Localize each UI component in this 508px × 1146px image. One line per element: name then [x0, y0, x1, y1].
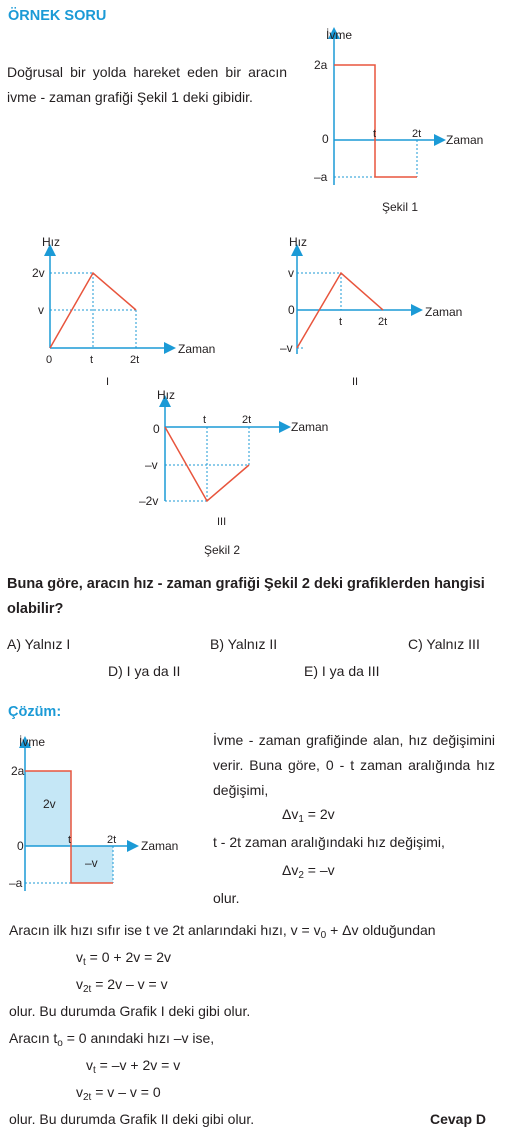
svg-text:İvme: İvme — [19, 735, 46, 749]
solution-line-c: Aracın $t_o = 0$ anındaki hızı –v ise, — [9, 1030, 215, 1049]
option-b[interactable]: B) Yalnız II — [210, 636, 278, 652]
solution-acceleration-graph — [5, 728, 205, 898]
solution-line-b: olur. Bu durumda Grafik I deki gibi olur. — [9, 1003, 251, 1019]
svg-text:–v: –v — [145, 458, 158, 472]
olur-text: olur. — [213, 890, 240, 906]
solution-heading: Çözüm: — [8, 704, 62, 720]
svg-text:t: t — [68, 834, 72, 846]
svg-text:–a: –a — [9, 876, 23, 890]
svg-text:Zaman: Zaman — [141, 839, 179, 853]
solution-text-1: İvme - zaman grafiğinde alan, hız değişimini verir. Buna göre, 0 - t zaman aralığında hız değişimi, — [213, 732, 495, 798]
solution-line-a: Aracın ilk hızı sıfır ise t ve 2t anlarındaki hızı, $v = v_0 + \Delta v$ olduğundan — [9, 922, 436, 941]
option-a[interactable]: A) Yalnız I — [7, 636, 71, 652]
equation-vt-2: $v_t = -v + 2v = v$ — [86, 1057, 181, 1076]
svg-text:Hız: Hız — [289, 235, 307, 249]
svg-text:2v: 2v — [32, 266, 45, 280]
svg-text:v: v — [288, 266, 294, 280]
svg-text:III: III — [217, 516, 227, 528]
answer-label: Cevap D — [430, 1111, 487, 1127]
figure-1-acceleration-graph — [300, 25, 500, 225]
figure-2-caption: Şekil 2 — [204, 543, 241, 557]
svg-text:t: t — [203, 414, 207, 426]
svg-text:–v: –v — [280, 341, 293, 355]
svg-text:2t: 2t — [107, 834, 117, 846]
example-heading: ÖRNEK SORU — [8, 8, 107, 24]
svg-text:İvme: İvme — [326, 28, 353, 42]
svg-text:Zaman: Zaman — [178, 342, 216, 356]
svg-text:2v: 2v — [43, 797, 56, 811]
svg-text:0: 0 — [288, 303, 295, 317]
option-d[interactable]: D) I ya da II — [108, 663, 181, 679]
option-e[interactable]: E) I ya da III — [304, 663, 380, 679]
svg-text:2t: 2t — [242, 414, 252, 426]
svg-text:Hız: Hız — [42, 235, 60, 249]
svg-text:t: t — [373, 128, 377, 140]
svg-text:2t: 2t — [412, 128, 422, 140]
solution-line-d: olur. Bu durumda Grafik II deki gibi olur. — [9, 1111, 255, 1127]
svg-text:2t: 2t — [130, 354, 140, 366]
svg-text:–2v: –2v — [139, 494, 159, 508]
svg-text:–v: –v — [85, 856, 98, 870]
svg-text:II: II — [352, 376, 359, 388]
svg-text:t: t — [339, 316, 343, 328]
equation-delta-v1: $\Delta v_1 = 2v$ — [282, 806, 335, 825]
svg-text:0: 0 — [17, 839, 24, 853]
svg-text:t: t — [90, 354, 94, 366]
equation-delta-v2: $\Delta v_2 = -v$ — [282, 862, 335, 881]
svg-text:0: 0 — [46, 354, 53, 366]
svg-text:2a: 2a — [11, 764, 25, 778]
svg-text:Zaman: Zaman — [425, 305, 463, 319]
svg-text:Zaman: Zaman — [291, 420, 329, 434]
equation-vt: $v_t = 0 + 2v = 2v$ — [76, 949, 172, 968]
figure-2-graph-II — [275, 230, 485, 390]
svg-text:–a: –a — [314, 170, 328, 184]
svg-text:2t: 2t — [378, 316, 388, 328]
equation-v2t: $v_{2t} = 2v - v = v$ — [76, 976, 168, 995]
solution-text-2: t - 2t zaman aralığındaki hız değişimi, — [213, 834, 445, 850]
svg-text:v: v — [38, 303, 44, 317]
svg-text:2a: 2a — [314, 58, 328, 72]
option-c[interactable]: C) Yalnız III — [408, 636, 480, 652]
svg-text:Hız: Hız — [157, 388, 175, 402]
intro-text: Doğrusal bir yolda hareket eden bir aracın ivme - zaman grafiği Şekil 1 deki gibidir. — [7, 64, 287, 105]
svg-text:0: 0 — [153, 422, 160, 436]
equation-v2t-2: $v_{2t} = v - v = 0$ — [76, 1084, 161, 1103]
svg-text:0: 0 — [322, 132, 329, 146]
question-text: Buna göre, aracın hız - zaman grafiği Şekil 2 deki grafiklerden hangisi olabilir? — [7, 576, 485, 617]
figure-2-graph-I — [20, 230, 230, 390]
figure-2-graph-III — [135, 385, 345, 530]
svg-text:Zaman: Zaman — [446, 133, 484, 147]
svg-text:I: I — [106, 376, 110, 388]
svg-text:Şekil 1: Şekil 1 — [382, 200, 419, 214]
